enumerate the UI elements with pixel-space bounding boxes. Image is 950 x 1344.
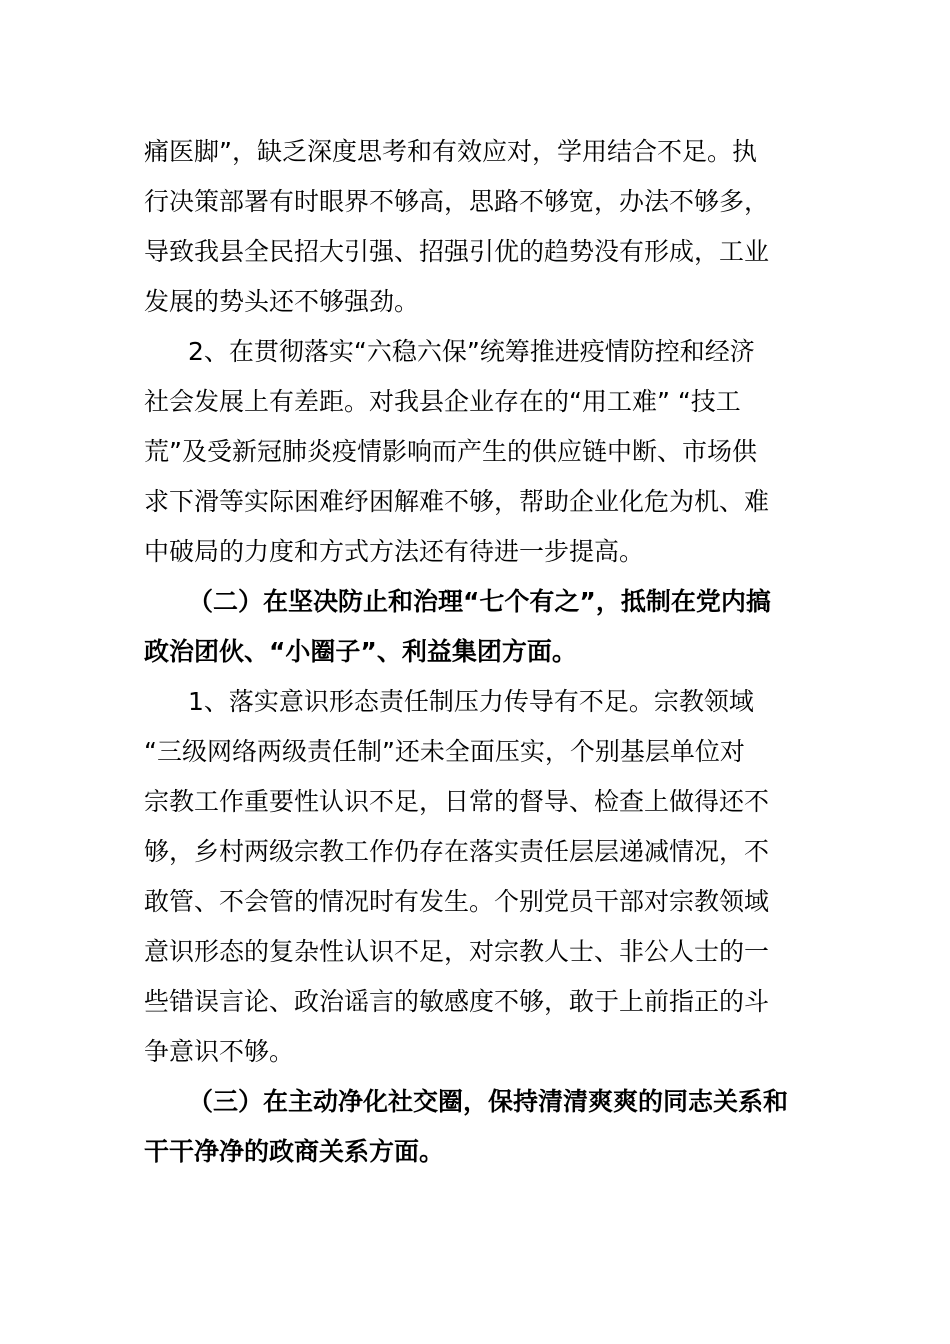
- text-line: 争意识不够。: [144, 1037, 295, 1066]
- section-heading-2: [144, 577, 810, 677]
- heading-line: （三）在主动净化社交圈，保持清清爽爽的同志关系和: [188, 1087, 789, 1116]
- heading-line: 政治团伙、“小圈子”、利益集团方面。: [144, 637, 577, 666]
- text-line: 宗教工作重要性认识不足，日常的督导、检查上做得还不: [144, 787, 770, 816]
- paragraph-item-1: [144, 677, 810, 1077]
- text-line: 社会发展上有差距。对我县企业存在的“用工难” “技工: [144, 387, 741, 416]
- text-line: 意识形态的复杂性认识不足，对宗教人士、非公人士的一: [144, 937, 770, 966]
- text-line: 导致我县全民招大引强、招强引优的趋势没有形成，工业: [144, 237, 770, 266]
- heading-line: （二）在坚决防止和治理“七个有之”，抵制在党内搞: [188, 587, 771, 616]
- text-line: 行决策部署有时眼界不够高，思路不够宽，办法不够多，: [144, 187, 770, 216]
- paragraph-item-2: [144, 327, 810, 577]
- text-line: 痛医脚”，缺乏深度思考和有效应对，学用结合不足。执: [144, 137, 757, 166]
- text-line: “三级网络两级责任制”还未全面压实，个别基层单位对: [144, 737, 745, 766]
- text-line: 中破局的力度和方式方法还有待进一步提高。: [144, 537, 645, 566]
- paragraph-continuation: [144, 127, 810, 327]
- document-page: [144, 127, 810, 1177]
- heading-line: 干干净净的政商关系方面。: [144, 1137, 445, 1166]
- text-line: 荒”及受新冠肺炎疫情影响而产生的供应链中断、市场供: [144, 437, 757, 466]
- text-line: 敢管、不会管的情况时有发生。个别党员干部对宗教领域: [144, 887, 770, 916]
- text-line: 发展的势头还不够强劲。: [144, 287, 420, 316]
- section-heading-3: [144, 1077, 810, 1177]
- text-line: 2、在贯彻落实“六稳六保”统筹推进疫情防控和经济: [188, 337, 755, 366]
- text-line: 求下滑等实际困难纾困解难不够，帮助企业化危为机、难: [144, 487, 770, 516]
- text-line: 够，乡村两级宗教工作仍存在落实责任层层递减情况，不: [144, 837, 770, 866]
- text-line: 些错误言论、政治谣言的敏感度不够，敢于上前指正的斗: [144, 987, 770, 1016]
- text-line: 1、落实意识形态责任制压力传导有不足。宗教领域: [188, 687, 754, 716]
